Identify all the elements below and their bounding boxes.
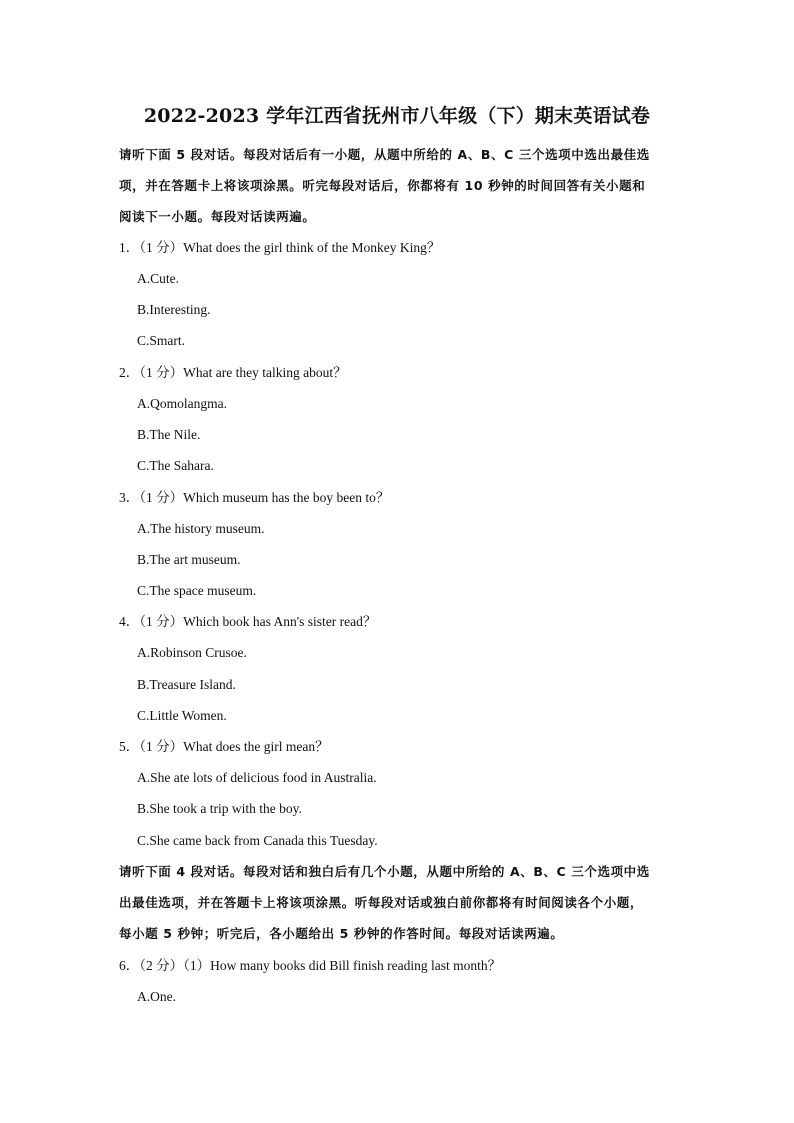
section1-instruction-line-1: 请听下面 5 段对话。每段对话后有一小题，从题中所给的 A、B、C 三个选项中选出最佳选: [119, 147, 650, 162]
question-5-option-b: B.She took a trip with the boy.: [137, 801, 302, 816]
section2-instruction-line-3: 每小题 5 秒钟；听完后，各小题给出 5 秒钟的作答时间。每段对话读两遍。: [119, 926, 564, 941]
section1-instruction-line-3: 阅读下一小题。每段对话读两遍。: [119, 209, 316, 224]
question-2-option-c: C.The Sahara.: [137, 458, 214, 473]
question-1-option-c: C.Smart.: [137, 333, 186, 348]
question-3-option-b: B.The art museum.: [137, 552, 241, 567]
question-4-option-a: A.Robinson Crusoe.: [137, 645, 247, 660]
question-3-stem: 3．（1 分）Which museum has the boy been to？: [119, 490, 390, 505]
question-3-option-a: A.The history museum.: [137, 521, 265, 536]
section2-instruction-line-1: 请听下面 4 段对话。每段对话和独白后有几个小题，从题中所给的 A、B、C 三个选项中选: [119, 864, 650, 879]
question-4-option-c: C.Little Women.: [137, 708, 227, 723]
question-3-option-c: C.The space museum.: [137, 583, 257, 598]
question-5-option-c: C.She came back from Canada this Tuesday.: [137, 833, 378, 848]
question-2-stem: 2．（1 分）What are they talking about？: [119, 365, 347, 380]
question-2-option-b: B.The Nile.: [137, 427, 201, 442]
question-6-stem: 6．（2 分）（1）How many books did Bill finish reading last month？: [119, 958, 502, 973]
question-6-option-a: A.One.: [137, 989, 176, 1004]
question-1-option-a: A.Cute.: [137, 271, 179, 286]
section1-instruction-line-2: 项，并在答题卡上将该项涂黑。听完每段对话后，你都将有 10 秒钟的时间回答有关小题和: [119, 178, 646, 193]
question-4-stem: 4．（1 分）Which book has Ann's sister read？: [119, 614, 377, 629]
question-5-stem: 5．（1 分）What does the girl mean？: [119, 739, 329, 754]
page-title: 2022-2023 学年江西省抚州市八年级（下）期末英语试卷: [143, 105, 651, 127]
question-2-option-a: A.Qomolangma.: [137, 396, 227, 411]
question-1-option-b: B.Interesting.: [137, 302, 211, 317]
question-5-option-a: A.She ate lots of delicious food in Australia.: [137, 770, 377, 785]
question-4-option-b: B.Treasure Island.: [137, 677, 236, 692]
section2-instruction-line-2: 出最佳选项，并在答题卡上将该项涂黑。听每段对话或独白前你都将有时间阅读各个小题，: [119, 895, 644, 910]
question-1-stem: 1．（1 分）What does the girl think of the Monkey King？: [119, 240, 441, 255]
